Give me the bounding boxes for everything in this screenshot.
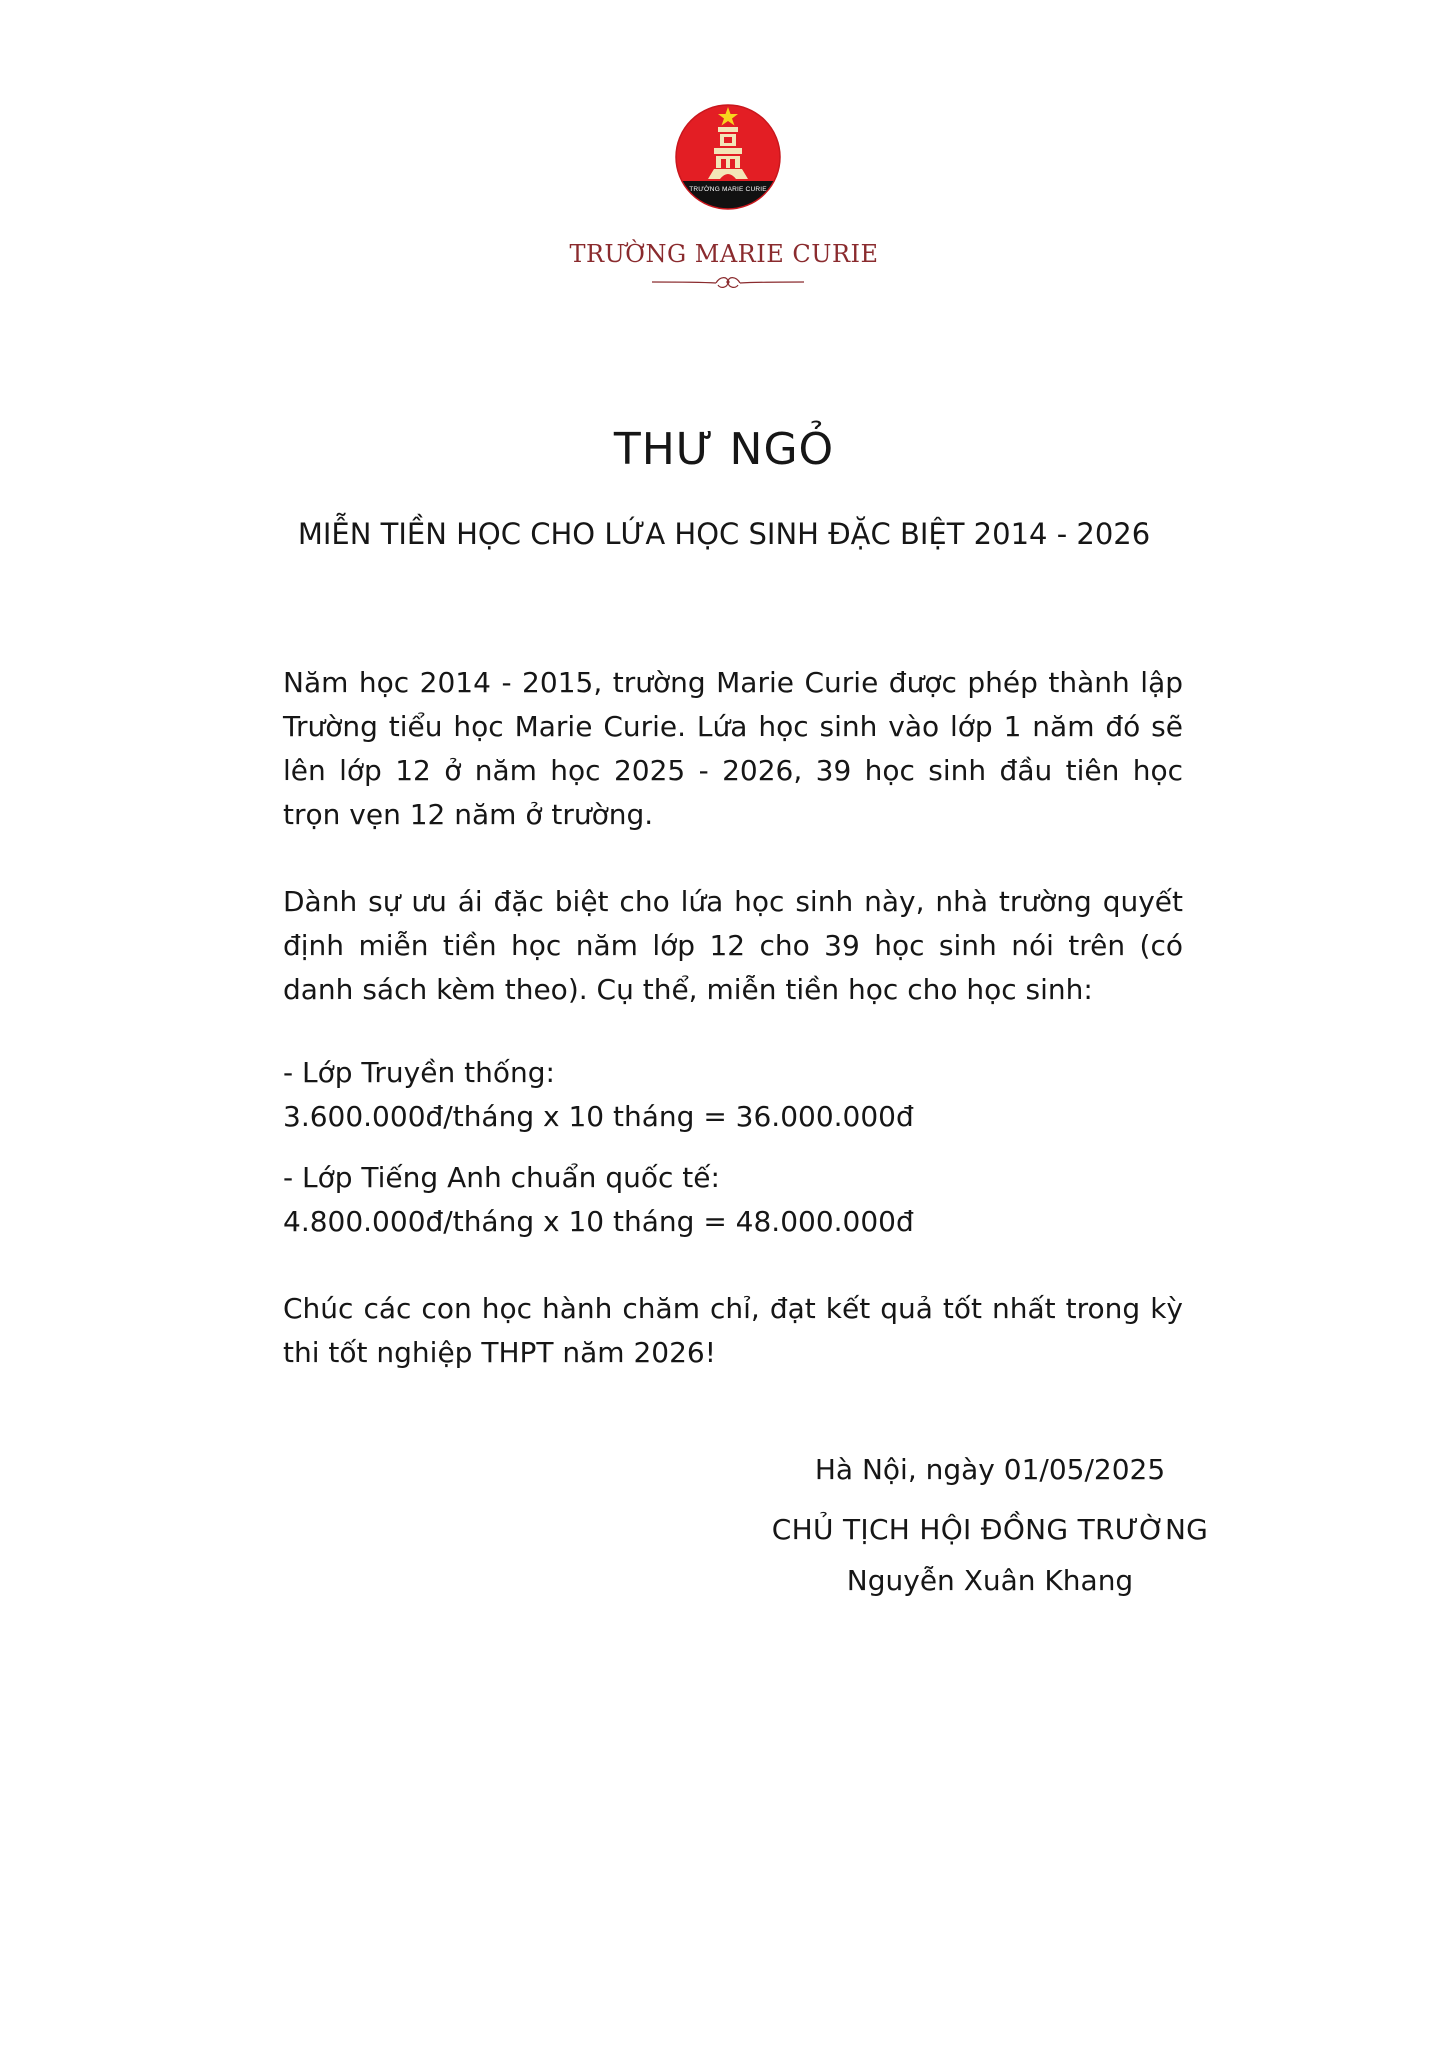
- school-logo: [674, 103, 782, 211]
- logo-caption: TRƯỜNG MARIE CURIE: [689, 186, 767, 193]
- fee-item-international: [283, 1156, 1183, 1244]
- letter-title: THƯ NGỎ: [613, 424, 835, 475]
- fee-calculation: 3.600.000đ/tháng x 10 tháng = 36.000.000đ: [283, 1100, 914, 1133]
- fee-calculation: 4.800.000đ/tháng x 10 tháng = 48.000.000đ: [283, 1205, 914, 1238]
- signature-place-date: Hà Nội, ngày 01/05/2025: [814, 1453, 1166, 1486]
- ornament-flourish-icon: [648, 272, 808, 294]
- fee-label: - Lớp Truyền thống:: [283, 1056, 555, 1089]
- school-logo-emblem: [674, 103, 782, 211]
- fee-label: - Lớp Tiếng Anh chuẩn quốc tế:: [283, 1161, 720, 1194]
- letter-subtitle: MIỄN TIỀN HỌC CHO LỨA HỌC SINH ĐẶC BIỆT 2014 - 2026: [297, 517, 1151, 551]
- signature-role: CHỦ TỊCH HỘI ĐỒNG TRƯỜNG: [771, 1513, 1209, 1546]
- school-name: TRƯỜNG MARIE CURIE: [569, 240, 879, 268]
- paragraph-closing: Chúc các con học hành chăm chỉ, đạt kết quả tốt nhất trong kỳ thi tốt nghiệp THPT năm 2026!: [283, 1292, 1183, 1369]
- paragraph-decision: Dành sự ưu ái đặc biệt cho lứa học sinh này, nhà trường quyết định miễn tiền học năm lớp 12 cho 39 học sinh nói trên (có danh sách kèm theo). Cụ thể, miễn tiền học cho học sinh:: [283, 885, 1183, 1006]
- signature-name: Nguyễn Xuân Khang: [846, 1564, 1134, 1597]
- fee-item-traditional: [283, 1051, 1183, 1139]
- paragraph-intro: Năm học 2014 - 2015, trường Marie Curie được phép thành lập Trường tiểu học Marie Curie. Lứa học sinh vào lớp 1 năm đó sẽ lên lớp 12 ở năm học 2025 - 2026, 39 học sinh đầu tiên học trọn vẹn 12 năm ở trường.: [283, 666, 1183, 831]
